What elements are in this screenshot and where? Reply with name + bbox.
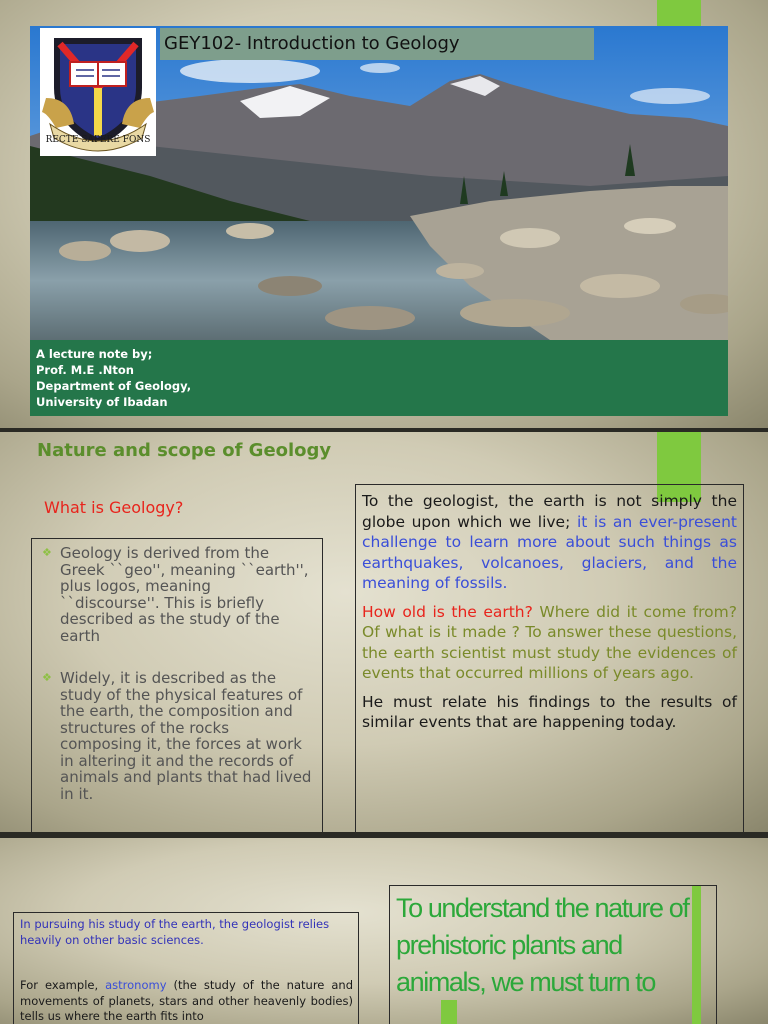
para-text-highlight: Where did it come from? Of what is it made ? To answer these questions, the earth scientist must study the evidences of events that occurred millions of years ago. [362, 602, 737, 682]
para-question: How old is the earth? [362, 602, 533, 621]
accent-tab [441, 1000, 457, 1024]
accent-tab [692, 886, 701, 1024]
paragraph [362, 491, 737, 594]
definition-box [31, 538, 323, 832]
slide-nature-scope [0, 432, 768, 832]
list-item [42, 670, 314, 802]
diamond-bullet-icon: ❖ [42, 671, 52, 684]
example-body: (the study of the nature and movements of planets, stars and other heavenly bodies) tells us where the earth fits into [20, 978, 353, 1023]
para-text-highlight: it is an ever-present challenge to learn more about such things as earthquakes, volcanoes, glaciers, and the meaning of fossils. [362, 512, 737, 592]
sciences-text-box [13, 912, 359, 1024]
list-item [42, 545, 314, 644]
paragraph [362, 602, 737, 684]
intro-text: In pursuing his study of the earth, the geologist relies heavily on other basic sciences. [20, 917, 330, 947]
example-lead: For example, [20, 978, 106, 992]
slide-related-sciences [0, 838, 768, 1024]
paragraph: He must relate his findings to the results of similar events that are happening today. [362, 692, 737, 731]
explanation-box [355, 484, 744, 832]
slide-heading: Nature and scope of Geology [37, 440, 332, 461]
caption-line: A lecture note by; [36, 347, 153, 361]
example-text [20, 978, 353, 1024]
bullet-text: Geology is derived from the Greek ``geo'', meaning ``earth'', plus logos, meaning ``discourse''. This is briefly described as the study of the earth [60, 544, 309, 645]
astronomy-term: astronomy [105, 978, 167, 992]
caption-line: University of Ibadan [36, 395, 168, 409]
slide-title [0, 0, 768, 428]
caption-line: Prof. M.E .Nton [36, 363, 134, 377]
author-caption [30, 340, 728, 416]
question-heading: What is Geology? [44, 498, 184, 517]
para-text: To the geologist, the earth is not simply the globe upon which we live; [362, 492, 737, 531]
diamond-bullet-icon: ❖ [42, 546, 52, 559]
slide-title-bar: GEY102- Introduction to Geology [160, 28, 594, 60]
prehistoric-text-box: To understand the nature of prehistoric plants and animals, we must turn to [389, 885, 717, 1024]
university-crest-logo [40, 28, 156, 156]
accent-tab [657, 0, 701, 28]
caption-line: Department of Geology, [36, 379, 192, 393]
bullet-text: Widely, it is described as the study of the physical features of the earth, the composition and structures of the rocks composing it, the forces at work in altering it and the records of animals and plants that had lived in it. [60, 669, 312, 803]
logo-motto: RECTE SAPERE FONS [45, 135, 151, 145]
